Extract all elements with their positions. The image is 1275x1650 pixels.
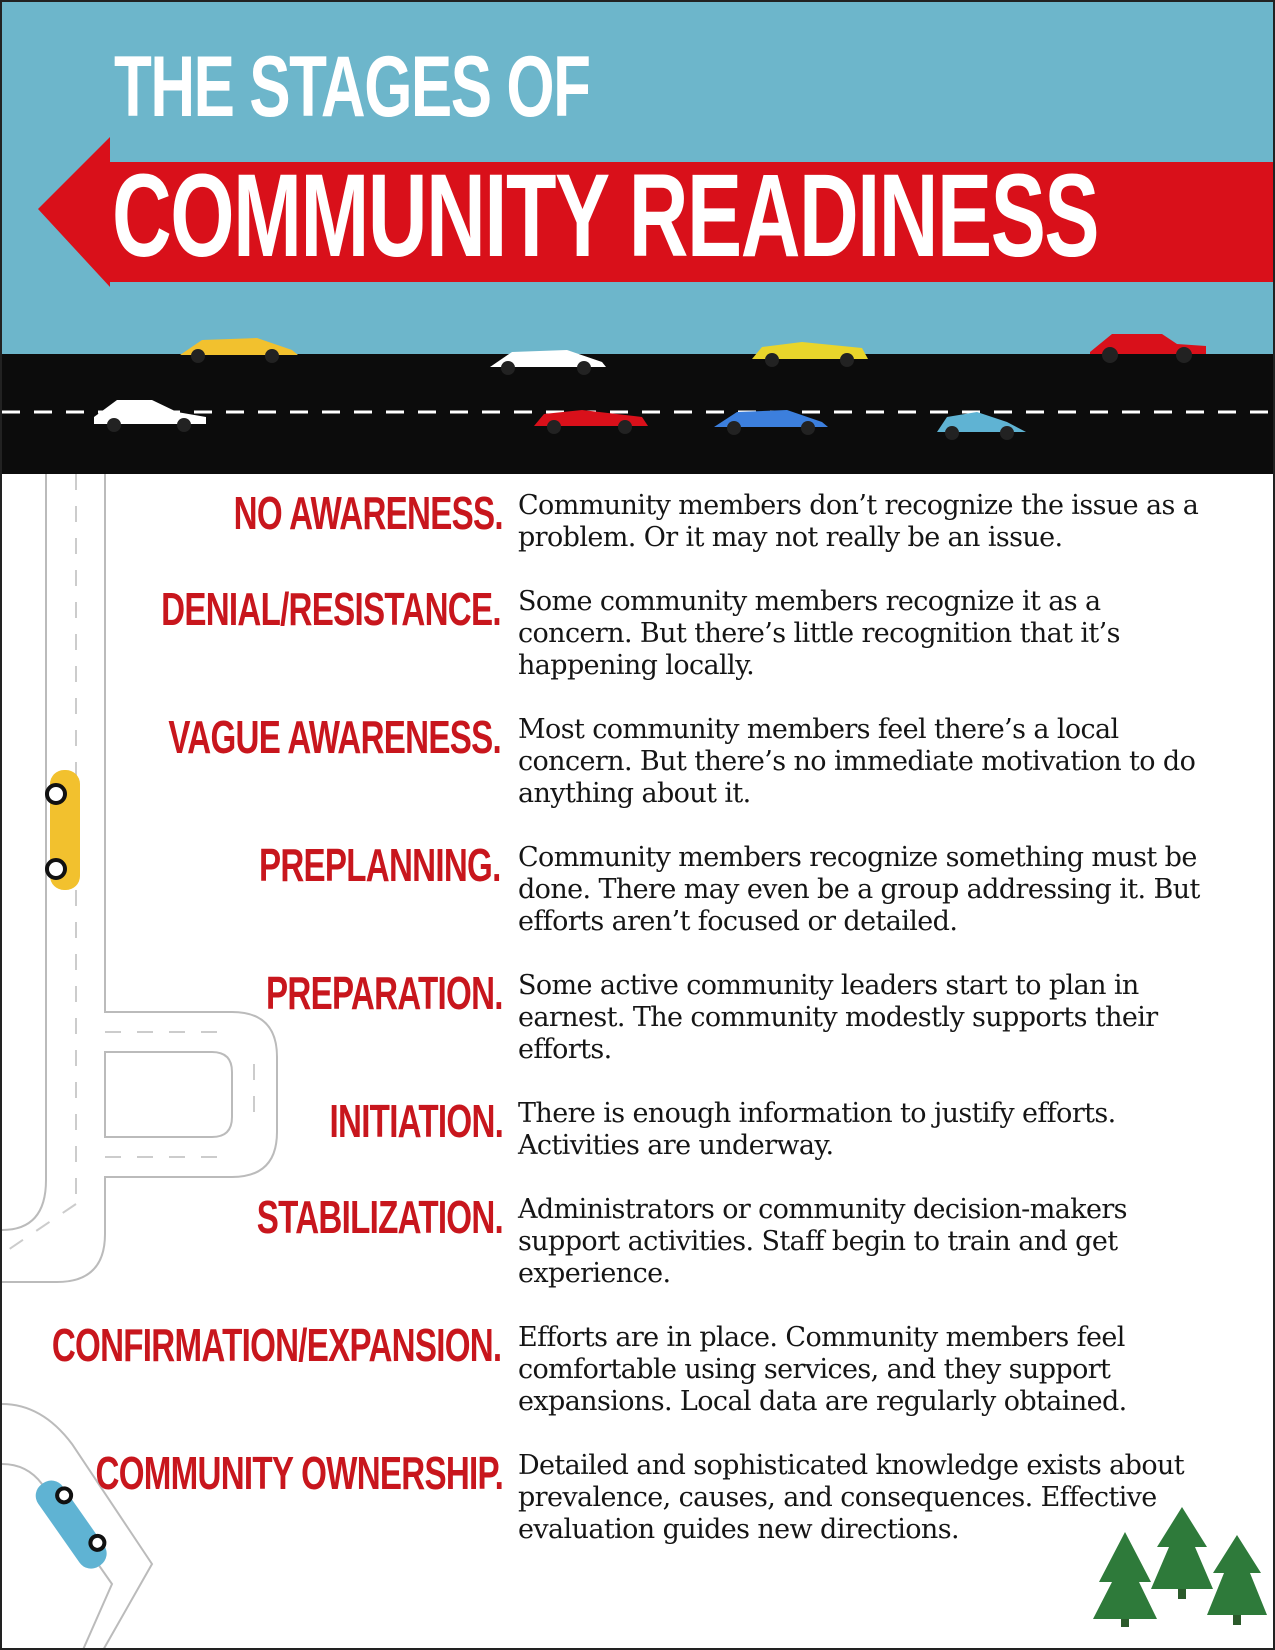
light-blue-car-icon: [937, 412, 1026, 440]
stage-name: VAGUE AWARENESS.: [168, 711, 501, 763]
stage-description: Efforts are in place. Community members feel comfortable using services, and they support expansions. Local data are regularly obtained.: [518, 1322, 1127, 1417]
stage-description: Community members recognize something must be done. There may even be a group addressing it. But efforts aren’t focused or detailed.: [518, 842, 1200, 937]
stage-name: CONFIRMATION/EXPANSION.: [51, 1319, 501, 1371]
blue-car-icon: [714, 410, 828, 435]
stage-description: Some community members recognize it as a concern. But there’s little recognition that it’s happening locally.: [518, 586, 1120, 681]
stage-name: NO AWARENESS.: [233, 487, 503, 539]
stage-description: Administrators or community decision-makers support activities. Staff begin to train and get experience.: [518, 1194, 1127, 1289]
stage-name: INITIATION.: [329, 1095, 503, 1147]
stage-name: DENIAL/RESISTANCE.: [161, 583, 501, 635]
yellow-car-vertical-icon: [47, 770, 80, 890]
stage-name: PREPLANNING.: [259, 839, 501, 891]
page-title: COMMUNITY READINESS: [112, 150, 1099, 282]
stage-name: STABILIZATION.: [256, 1191, 503, 1243]
red-convertible-icon: [534, 410, 648, 434]
stage-name: PREPARATION.: [266, 967, 503, 1019]
yellow-car-icon: [180, 338, 298, 363]
stage-description: There is enough information to justify efforts. Activities are underway.: [518, 1098, 1116, 1161]
stage-description: Community members don’t recognize the issue as a problem. Or it may not really be an issue.: [518, 490, 1199, 553]
red-hatchback-icon: [1090, 334, 1206, 363]
white-sedan-icon: [490, 350, 606, 375]
stage-description: Most community members feel there’s a local concern. But there’s no immediate motivation to do anything about it.: [518, 714, 1196, 809]
page-subtitle: THE STAGES OF: [114, 39, 590, 135]
header-sky: [2, 2, 1273, 354]
stage-name: COMMUNITY OWNERSHIP.: [95, 1447, 503, 1499]
white-suv-icon: [94, 400, 206, 432]
yellow-convertible-icon: [752, 342, 868, 367]
car-graphics: [2, 322, 1273, 472]
stage-description: Detailed and sophisticated knowledge exists about prevalence, causes, and consequences. Effective evaluation guides new directions.: [518, 1450, 1185, 1545]
stage-description: Some active community leaders start to plan in earnest. The community modestly supports their efforts.: [518, 970, 1158, 1065]
